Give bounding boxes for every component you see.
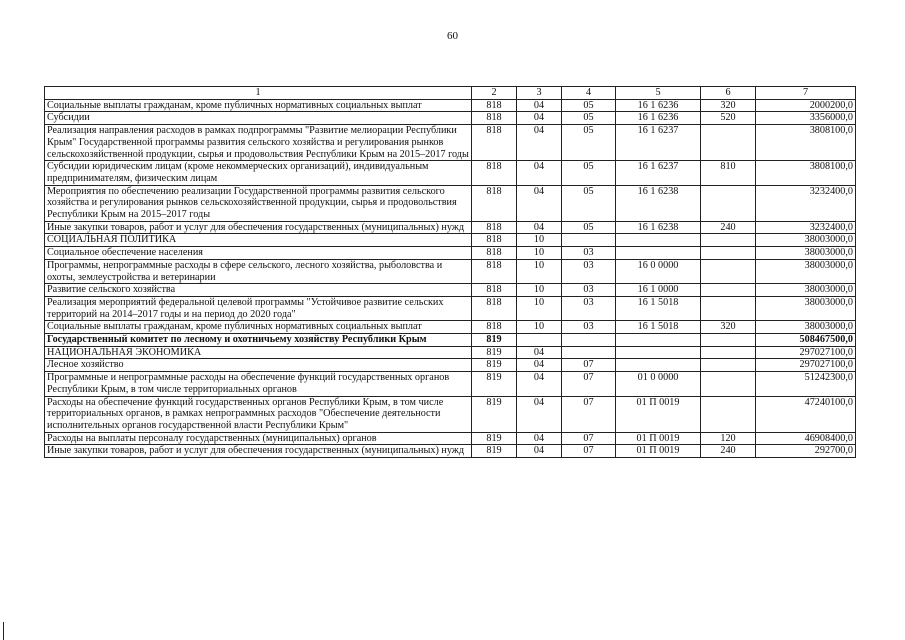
binding-mark [3,622,4,640]
row-code-expense-type [701,396,756,432]
table-row [45,221,856,234]
row-description: Субсидии юридическим лицам (кроме некоммерческих организаций), индивидуальным предпринимателям, физическим лицам [45,161,472,185]
row-code-ministry: 818 [472,185,517,221]
row-code-subsection [562,334,616,347]
row-code-ministry: 819 [472,432,517,445]
row-code-section: 04 [517,112,562,125]
row-amount: 3808100,0 [756,125,856,161]
row-code-section: 04 [517,346,562,359]
row-amount: 2000200,0 [756,99,856,112]
table-row [45,185,856,221]
row-description: Реализация направления расходов в рамках подпрограммы "Развитие мелиорации Республики Крым" Государственной программы развития сельского хозяйства и регулирования рынков сельскохозяйственной продукции, сырья и продовольствия Республики Крым на 2015–2017 годы [45,125,472,161]
row-description: СОЦИАЛЬНАЯ ПОЛИТИКА [45,234,472,247]
row-code-section: 10 [517,234,562,247]
row-description: Лесное хозяйство [45,359,472,372]
row-code-expense-type [701,259,756,283]
row-code-target: 16 1 5018 [616,296,701,320]
row-code-ministry: 818 [472,259,517,283]
table-row [45,396,856,432]
row-code-expense-type [701,372,756,396]
row-description: Программы, непрограммные расходы в сфере сельского, лесного хозяйства, рыболовства и охоты, землеустройства и ветеринарии [45,259,472,283]
header-row [45,87,856,100]
budget-table [44,86,856,458]
column-header: 4 [562,87,616,100]
row-code-target: 16 1 6237 [616,161,701,185]
column-header: 5 [616,87,701,100]
table-row [45,359,856,372]
row-code-ministry: 818 [472,247,517,260]
row-code-target: 16 1 6238 [616,221,701,234]
row-code-expense-type: 240 [701,445,756,458]
row-amount: 38003000,0 [756,247,856,260]
row-description: Государственный комитет по лесному и охотничьему хозяйству Республики Крым [45,334,472,347]
row-code-expense-type [701,284,756,297]
table-row [45,346,856,359]
table-row [45,334,856,347]
row-code-section: 10 [517,259,562,283]
row-amount: 46908400,0 [756,432,856,445]
row-amount: 38003000,0 [756,234,856,247]
row-code-expense-type: 320 [701,99,756,112]
row-amount: 38003000,0 [756,296,856,320]
row-code-ministry: 819 [472,396,517,432]
row-code-ministry: 819 [472,359,517,372]
row-code-target [616,234,701,247]
row-code-ministry: 818 [472,321,517,334]
row-code-subsection: 07 [562,445,616,458]
row-amount: 38003000,0 [756,284,856,297]
row-code-section: 10 [517,247,562,260]
row-code-target: 01 П 0019 [616,396,701,432]
row-code-section: 04 [517,432,562,445]
row-code-expense-type [701,234,756,247]
row-code-ministry: 818 [472,161,517,185]
row-amount: 297027100,0 [756,346,856,359]
row-code-subsection: 03 [562,321,616,334]
row-code-section: 04 [517,372,562,396]
row-description: НАЦИОНАЛЬНАЯ ЭКОНОМИКА [45,346,472,359]
row-code-target: 01 П 0019 [616,445,701,458]
row-description: Реализация мероприятий федеральной целевой программы "Устойчивое развитие сельских территорий на 2014–2017 годы и на период до 2020 года" [45,296,472,320]
row-code-ministry: 818 [472,234,517,247]
row-code-ministry: 818 [472,112,517,125]
row-code-ministry: 818 [472,125,517,161]
table-row [45,125,856,161]
table-row [45,247,856,260]
row-code-ministry: 819 [472,334,517,347]
row-amount: 3808100,0 [756,161,856,185]
table-row [45,284,856,297]
row-amount: 297027100,0 [756,359,856,372]
row-code-target: 16 0 0000 [616,259,701,283]
row-code-target: 16 1 6237 [616,125,701,161]
table-body [45,99,856,457]
table-row [45,296,856,320]
row-code-section: 04 [517,125,562,161]
table-row [45,99,856,112]
row-code-section [517,334,562,347]
row-code-ministry: 819 [472,445,517,458]
column-header: 7 [756,87,856,100]
row-code-subsection: 05 [562,185,616,221]
row-code-subsection: 07 [562,372,616,396]
row-amount: 47240100,0 [756,396,856,432]
row-code-expense-type [701,296,756,320]
row-code-subsection: 03 [562,259,616,283]
row-description: Социальное обеспечение населения [45,247,472,260]
row-code-expense-type: 320 [701,321,756,334]
column-header: 6 [701,87,756,100]
row-code-expense-type [701,185,756,221]
row-code-target: 01 0 0000 [616,372,701,396]
row-code-ministry: 818 [472,99,517,112]
table-row [45,372,856,396]
row-code-expense-type [701,125,756,161]
row-code-section: 04 [517,161,562,185]
row-code-section: 04 [517,445,562,458]
table-row [45,112,856,125]
row-code-subsection: 07 [562,396,616,432]
row-code-ministry: 818 [472,296,517,320]
row-code-section: 10 [517,296,562,320]
row-code-expense-type: 810 [701,161,756,185]
row-description: Программные и непрограммные расходы на обеспечение функций государственных органов Республики Крым, в том числе территориальных органов [45,372,472,396]
row-code-target: 01 П 0019 [616,432,701,445]
row-code-subsection: 05 [562,221,616,234]
row-code-section: 04 [517,221,562,234]
row-code-target: 16 1 0000 [616,284,701,297]
column-header: 3 [517,87,562,100]
row-code-expense-type [701,247,756,260]
row-code-expense-type: 240 [701,221,756,234]
row-code-subsection [562,234,616,247]
row-code-section: 04 [517,185,562,221]
row-code-section: 04 [517,396,562,432]
row-code-subsection: 03 [562,284,616,297]
row-code-ministry: 818 [472,284,517,297]
row-code-section: 10 [517,284,562,297]
row-amount: 51242300,0 [756,372,856,396]
row-code-ministry: 818 [472,221,517,234]
row-code-target [616,359,701,372]
row-code-subsection: 07 [562,359,616,372]
table-row [45,432,856,445]
page-number: 60 [447,30,458,42]
row-code-expense-type: 120 [701,432,756,445]
row-code-target: 16 1 6236 [616,112,701,125]
row-code-section: 10 [517,321,562,334]
row-description: Мероприятия по обеспечению реализации Государственной программы развития сельского хозяйства и регулирования рынков сельскохозяйственной продукции, сырья и продовольствия Республики Крым на 2015–2017 годы [45,185,472,221]
row-description: Развитие сельского хозяйства [45,284,472,297]
row-amount: 3232400,0 [756,185,856,221]
column-header: 1 [45,87,472,100]
table-row [45,234,856,247]
row-code-target: 16 1 6238 [616,185,701,221]
row-code-ministry: 819 [472,372,517,396]
table-row [45,161,856,185]
row-amount: 508467500,0 [756,334,856,347]
row-code-expense-type: 520 [701,112,756,125]
row-code-expense-type [701,346,756,359]
row-code-target [616,334,701,347]
row-code-section: 04 [517,359,562,372]
row-description: Социальные выплаты гражданам, кроме публичных нормативных социальных выплат [45,99,472,112]
row-code-section: 04 [517,99,562,112]
row-code-target: 16 1 6236 [616,99,701,112]
row-code-subsection: 05 [562,112,616,125]
row-amount: 38003000,0 [756,321,856,334]
column-header: 2 [472,87,517,100]
row-description: Иные закупки товаров, работ и услуг для обеспечения государственных (муниципальных) нужд [45,445,472,458]
row-code-subsection: 03 [562,247,616,260]
row-code-target [616,346,701,359]
row-amount: 292700,0 [756,445,856,458]
row-code-target [616,247,701,260]
table-row [45,321,856,334]
row-description: Расходы на выплаты персоналу государственных (муниципальных) органов [45,432,472,445]
row-code-subsection: 05 [562,99,616,112]
row-code-subsection [562,346,616,359]
row-code-expense-type [701,359,756,372]
row-code-subsection: 03 [562,296,616,320]
row-amount: 38003000,0 [756,259,856,283]
row-code-subsection: 07 [562,432,616,445]
row-amount: 3356000,0 [756,112,856,125]
row-code-expense-type [701,334,756,347]
table-row [45,259,856,283]
table-row [45,445,856,458]
row-amount: 3232400,0 [756,221,856,234]
row-description: Социальные выплаты гражданам, кроме публичных нормативных социальных выплат [45,321,472,334]
row-code-subsection: 05 [562,125,616,161]
row-code-ministry: 819 [472,346,517,359]
row-code-subsection: 05 [562,161,616,185]
row-code-target: 16 1 5018 [616,321,701,334]
row-description: Иные закупки товаров, работ и услуг для обеспечения государственных (муниципальных) нужд [45,221,472,234]
row-description: Расходы на обеспечение функций государственных органов Республики Крым, в том числе территориальных органов, в рамках непрограммных расходов "Обеспечение деятельности исполнительных органов государственной власти Республики Крым" [45,396,472,432]
row-description: Субсидии [45,112,472,125]
